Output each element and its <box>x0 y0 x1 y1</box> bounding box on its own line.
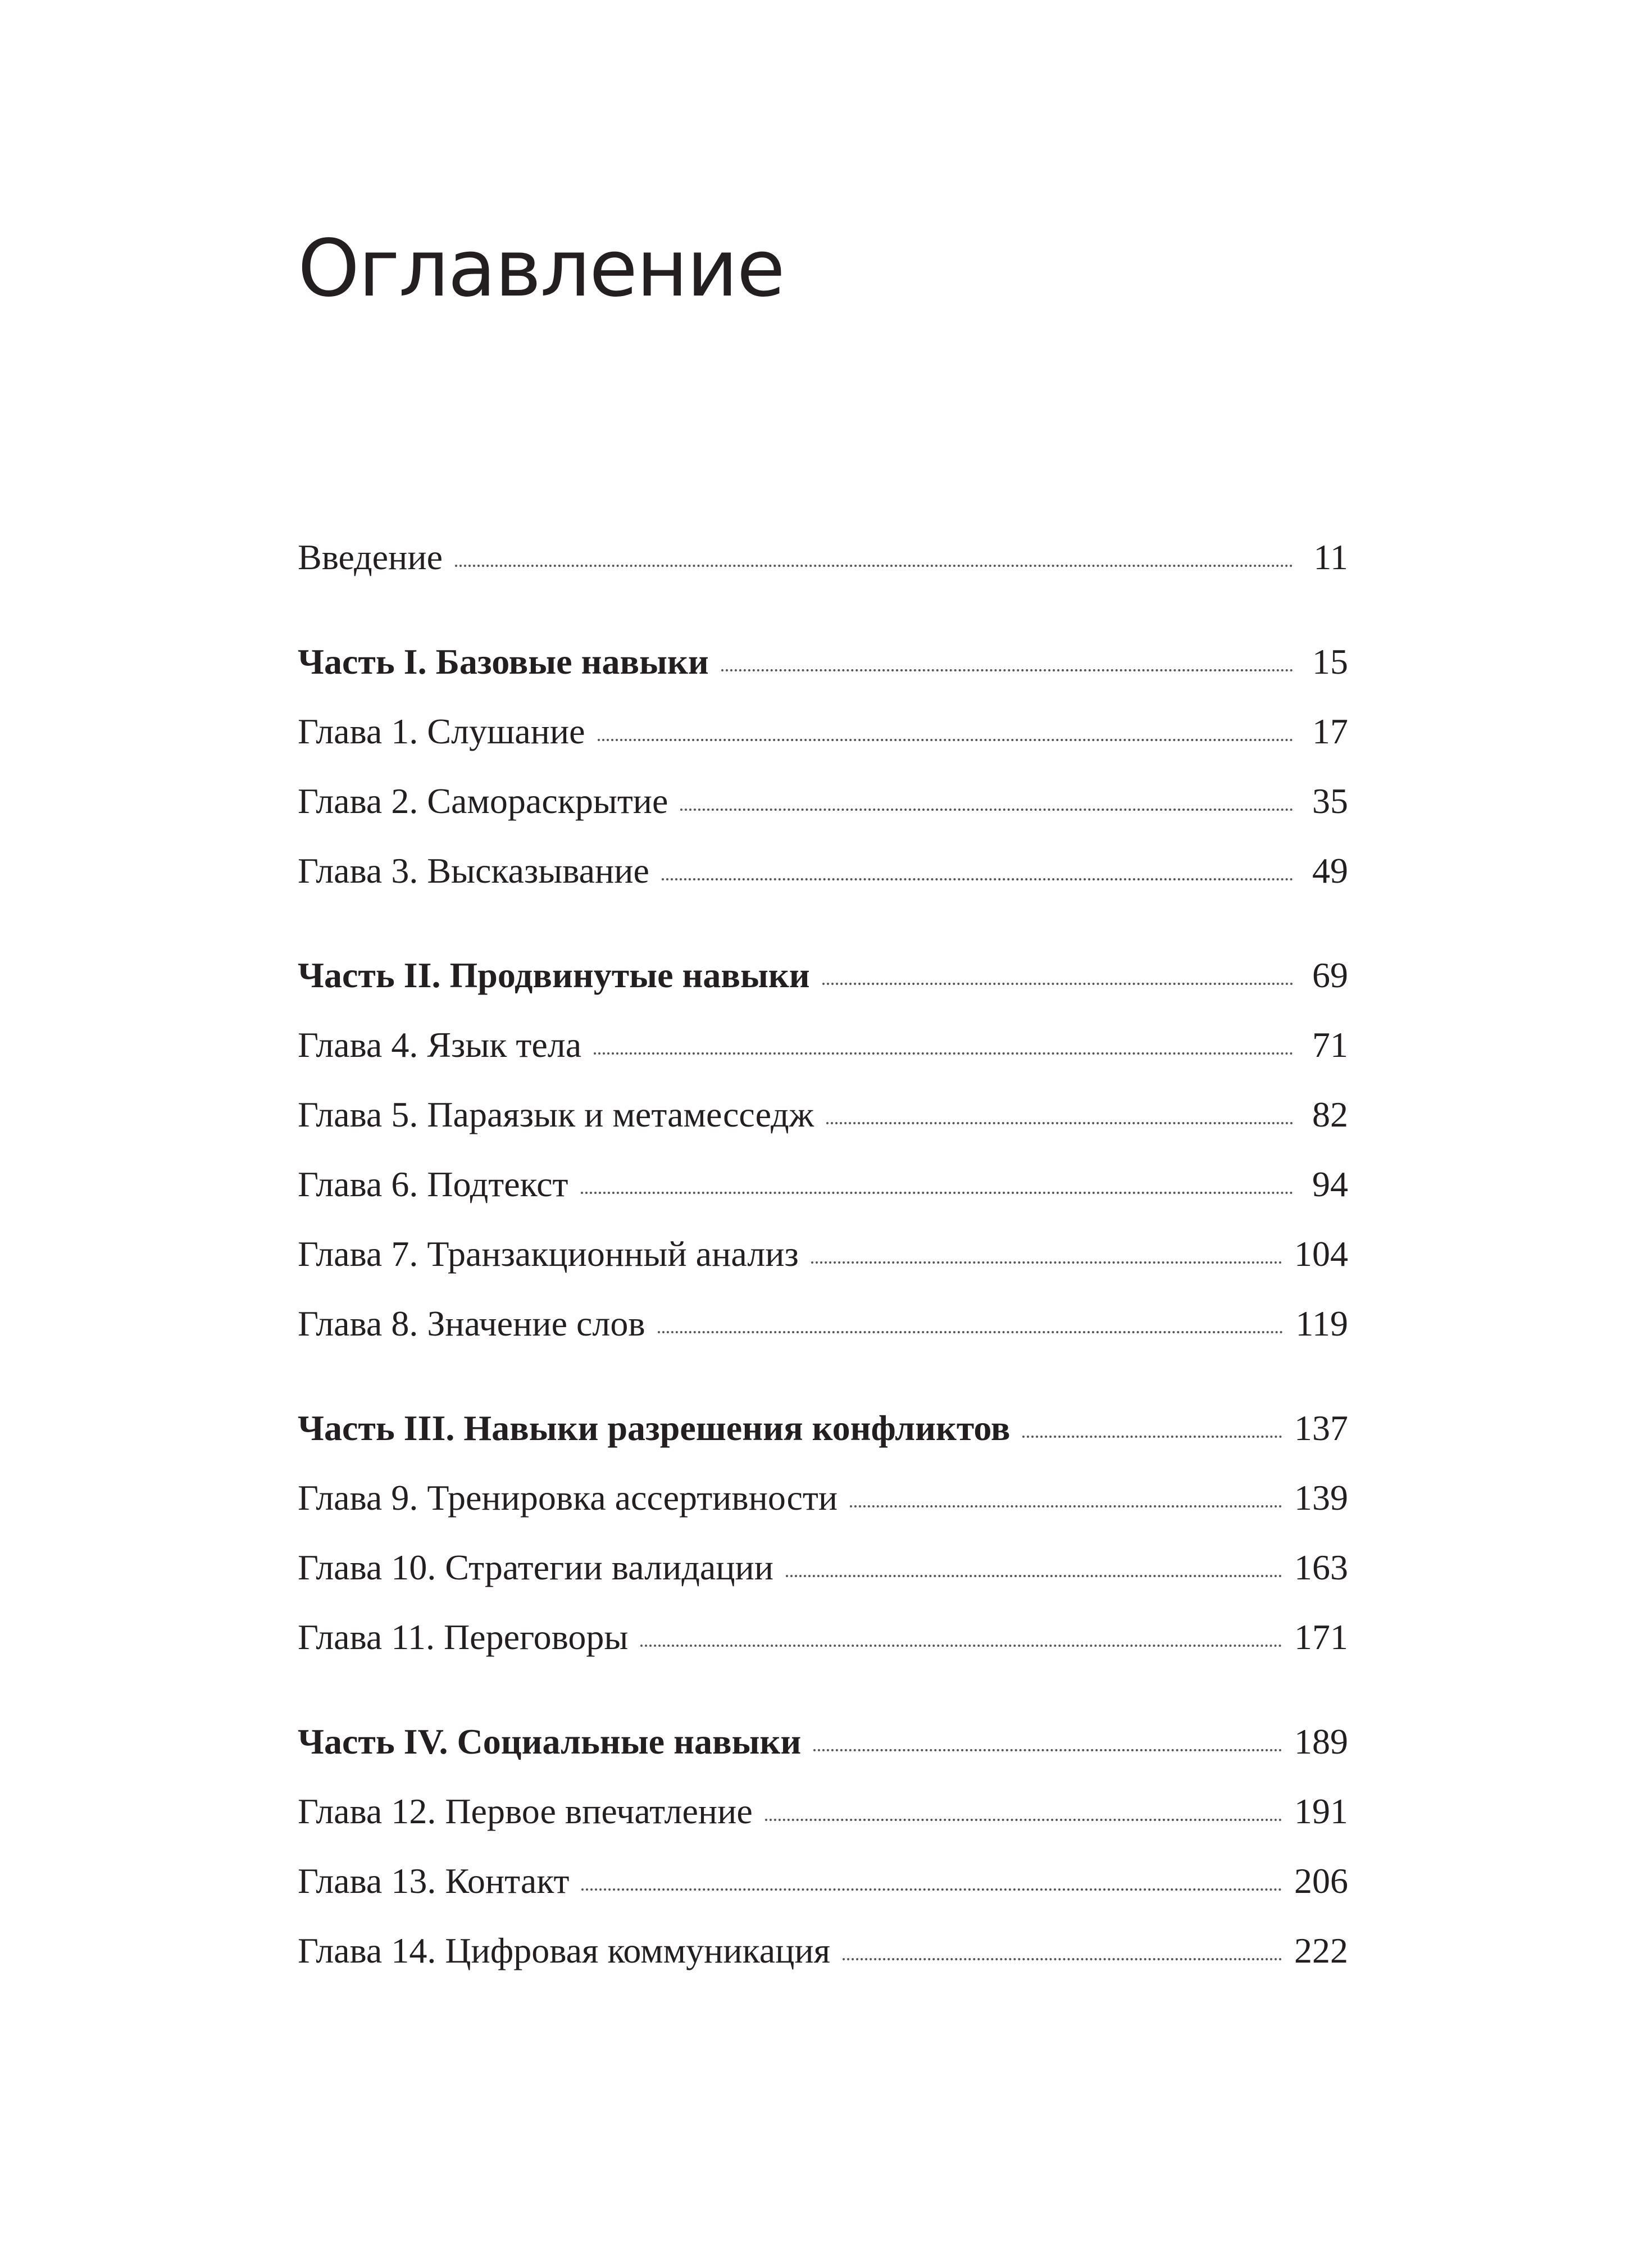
toc-page-number: 206 <box>1294 1861 1348 1901</box>
dot-leader <box>455 565 1293 567</box>
toc-chapter-6[interactable] <box>298 1150 1348 1219</box>
dot-leader <box>662 878 1293 880</box>
toc-chapter-title: Глава 8. Значение слов <box>298 1304 645 1343</box>
toc-chapter-10[interactable] <box>298 1533 1348 1602</box>
toc-chapter-14[interactable] <box>298 1916 1348 1986</box>
toc-chapter-title: Глава 7. Транзакционный анализ <box>298 1234 799 1274</box>
toc-page-number: 104 <box>1294 1234 1348 1274</box>
dot-leader <box>581 1888 1282 1891</box>
toc-chapter-4[interactable] <box>298 1010 1348 1080</box>
toc-page-number: 71 <box>1312 1025 1348 1065</box>
toc-chapter-12[interactable] <box>298 1777 1348 1846</box>
toc-page-number: 15 <box>1312 642 1348 682</box>
dot-leader <box>826 1122 1293 1124</box>
toc-page-number: 189 <box>1294 1722 1348 1761</box>
toc-chapter-11[interactable] <box>298 1602 1348 1672</box>
toc-page-number: 11 <box>1313 537 1348 577</box>
dot-leader <box>680 809 1293 811</box>
toc-part-3[interactable] <box>298 1393 1348 1463</box>
toc-part-title: Часть III. Навыки разрешения конфликтов <box>298 1408 1011 1448</box>
page-title: Оглавление <box>298 223 784 315</box>
toc-page-number: 163 <box>1294 1547 1348 1587</box>
toc-entry-intro[interactable] <box>298 523 1348 592</box>
toc-entry-title: Введение <box>298 537 443 577</box>
toc-chapter-title: Глава 12. Первое впечатление <box>298 1791 753 1831</box>
dot-leader <box>721 669 1293 671</box>
toc-chapter-1[interactable] <box>298 697 1348 766</box>
toc-chapter-title: Глава 3. Высказывание <box>298 851 649 891</box>
dot-leader <box>640 1645 1282 1647</box>
toc-chapter-7[interactable] <box>298 1219 1348 1289</box>
toc-page-number: 171 <box>1294 1617 1348 1657</box>
toc-page-number: 191 <box>1294 1791 1348 1831</box>
toc-chapter-title: Глава 1. Слушание <box>298 711 585 751</box>
toc-part-title: Часть IV. Социальные навыки <box>298 1722 802 1761</box>
toc-chapter-title: Глава 13. Контакт <box>298 1861 570 1901</box>
toc-page-number: 82 <box>1312 1095 1348 1134</box>
toc-chapter-2[interactable] <box>298 766 1348 836</box>
dot-leader <box>1022 1436 1282 1438</box>
toc-page-number: 222 <box>1294 1931 1348 1970</box>
toc-chapter-9[interactable] <box>298 1463 1348 1533</box>
dot-leader <box>813 1749 1282 1751</box>
dot-leader <box>658 1331 1284 1333</box>
toc-page-number: 35 <box>1312 781 1348 821</box>
dot-leader <box>581 1192 1294 1194</box>
dot-leader <box>822 983 1293 985</box>
dot-leader <box>850 1505 1282 1507</box>
toc-page-number: 69 <box>1312 955 1348 995</box>
toc-part-4[interactable] <box>298 1707 1348 1777</box>
toc-chapter-3[interactable] <box>298 836 1348 906</box>
toc-part-title: Часть I. Базовые навыки <box>298 642 709 682</box>
toc-part-2[interactable] <box>298 941 1348 1010</box>
toc-chapter-13[interactable] <box>298 1846 1348 1916</box>
table-of-contents <box>298 523 1348 1986</box>
toc-chapter-title: Глава 9. Тренировка ассертивности <box>298 1478 838 1518</box>
dot-leader <box>786 1575 1282 1577</box>
dot-leader <box>765 1819 1282 1821</box>
toc-chapter-title: Глава 14. Цифровая коммуникация <box>298 1931 831 1970</box>
toc-page-number: 49 <box>1312 851 1348 891</box>
toc-chapter-8[interactable] <box>298 1289 1348 1359</box>
toc-page-number: 94 <box>1312 1164 1348 1204</box>
toc-page-number: 17 <box>1312 711 1348 751</box>
toc-chapter-5[interactable] <box>298 1080 1348 1150</box>
toc-page-number: 119 <box>1295 1304 1348 1343</box>
toc-page-number: 137 <box>1294 1408 1348 1448</box>
toc-chapter-title: Глава 11. Переговоры <box>298 1617 629 1657</box>
toc-part-title: Часть II. Продвинутые навыки <box>298 955 810 995</box>
toc-page-number: 139 <box>1294 1478 1348 1518</box>
toc-chapter-title: Глава 6. Подтекст <box>298 1164 568 1204</box>
toc-part-1[interactable] <box>298 627 1348 697</box>
toc-chapter-title: Глава 5. Параязык и метамесседж <box>298 1095 814 1134</box>
toc-chapter-title: Глава 4. Язык тела <box>298 1025 582 1065</box>
toc-chapter-title: Глава 10. Стратегии валидации <box>298 1547 774 1587</box>
toc-chapter-title: Глава 2. Самораскрытие <box>298 781 668 821</box>
dot-leader <box>843 1958 1282 1960</box>
dot-leader <box>811 1261 1282 1264</box>
dot-leader <box>598 739 1293 741</box>
dot-leader <box>594 1052 1293 1055</box>
